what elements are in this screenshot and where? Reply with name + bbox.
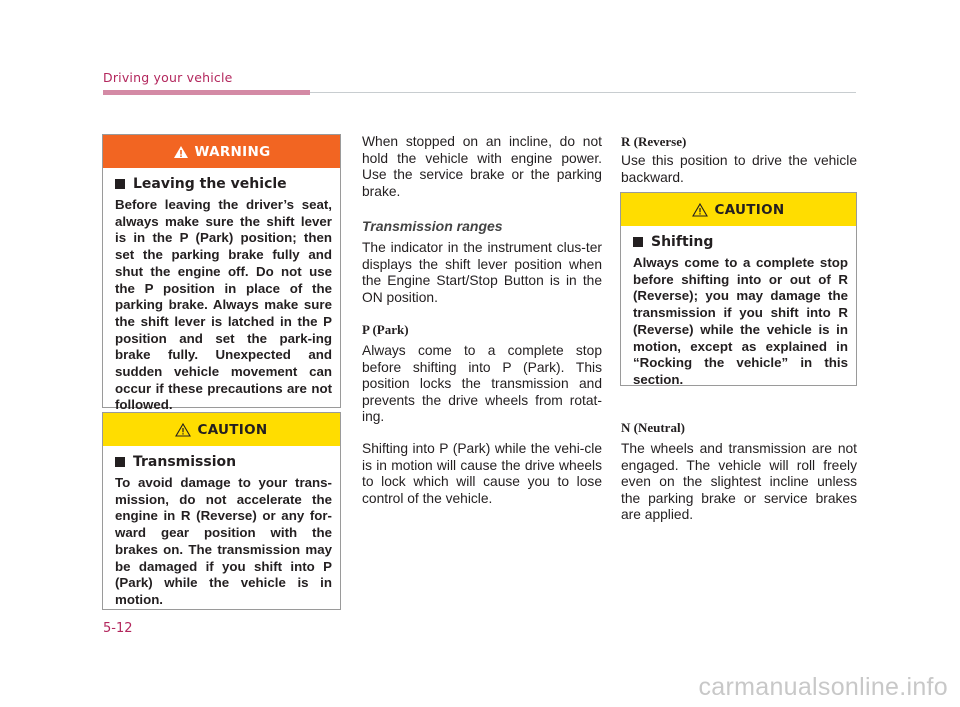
neutral-heading: N (Neutral) xyxy=(621,420,685,435)
ranges-paragraph: The indicator in the instrument clus-ter displays the shift lever position when the Engine Start/Stop Button is in the ON position. xyxy=(362,240,602,305)
incline-paragraph: When stopped on an incline, do not hold the vehicle with engine power. Use the service brake or the parking brake. xyxy=(362,134,602,199)
park-heading: P (Park) xyxy=(362,322,409,337)
watermark: carmanualsonline.info xyxy=(698,673,948,701)
caution-header xyxy=(621,193,856,226)
warning-label: WARNING xyxy=(194,143,271,160)
warning-subtitle: Leaving the vehicle xyxy=(115,176,332,192)
warning-box xyxy=(102,134,341,413)
neutral-paragraph: The wheels and transmission are not engaged. The vehicle will roll freely even on the slightest incline unless the parking brake or service brakes are applied. xyxy=(621,441,857,523)
bullet-square-icon xyxy=(633,237,643,247)
header-rule xyxy=(310,92,856,93)
page-number: 5-12 xyxy=(103,621,133,636)
caution-label: CAUTION xyxy=(197,421,268,438)
caution-text: To avoid damage to your trans-mission, do not accelerate the engine in R (Reverse) or any for-ward gear position with the brakes on. The transmission may be damaged if you shift into P (Park) while the vehicle is in motion. xyxy=(115,475,332,607)
warning-text: Before leaving the driver’s seat, always make sure the shift lever is in the P (Park) position; then set the parking brake fully and shut the engine off. Do not use the P position in place of the parking brake. Always make sure the shift lever is latched in the P position and set the park-ing brake fully. Unexpected and sudden vehicle movement can occur if these precautions are not followed. xyxy=(115,197,332,413)
warning-header xyxy=(103,135,340,168)
park-paragraph-1: Always come to a complete stop before shifting into P (Park). This position locks the transmission and prevents the drive wheels from rotat-ing. xyxy=(362,343,602,425)
caution-transmission-box xyxy=(102,412,341,610)
warning-triangle-icon xyxy=(173,145,189,159)
caution-subtitle: Transmission xyxy=(115,454,332,470)
bullet-square-icon xyxy=(115,457,125,467)
header-accent-bar xyxy=(103,90,310,95)
caution-label: CAUTION xyxy=(714,201,785,218)
caution-header xyxy=(103,413,340,446)
bullet-square-icon xyxy=(115,179,125,189)
park-paragraph-2: Shifting into P (Park) while the vehi-cle is in motion will cause the drive wheels to lock which will cause you to lose control of the vehicle. xyxy=(362,441,602,506)
transmission-ranges-heading: Transmission ranges xyxy=(362,218,503,234)
reverse-paragraph: Use this position to drive the vehicle backward. xyxy=(621,153,857,185)
caution-triangle-icon xyxy=(692,203,708,217)
reverse-heading: R (Reverse) xyxy=(621,134,687,149)
section-title: Driving your vehicle xyxy=(103,70,233,85)
caution-subtitle: Shifting xyxy=(633,234,848,250)
caution-shifting-box xyxy=(620,192,857,386)
caution-text: Always come to a complete stop before shifting into or out of R (Reverse); you may damage the transmission if you shift into R (Reverse) while the vehicle is in motion, except as explained in “Rocking the vehicle” in this section. xyxy=(633,255,848,387)
caution-triangle-icon xyxy=(175,423,191,437)
